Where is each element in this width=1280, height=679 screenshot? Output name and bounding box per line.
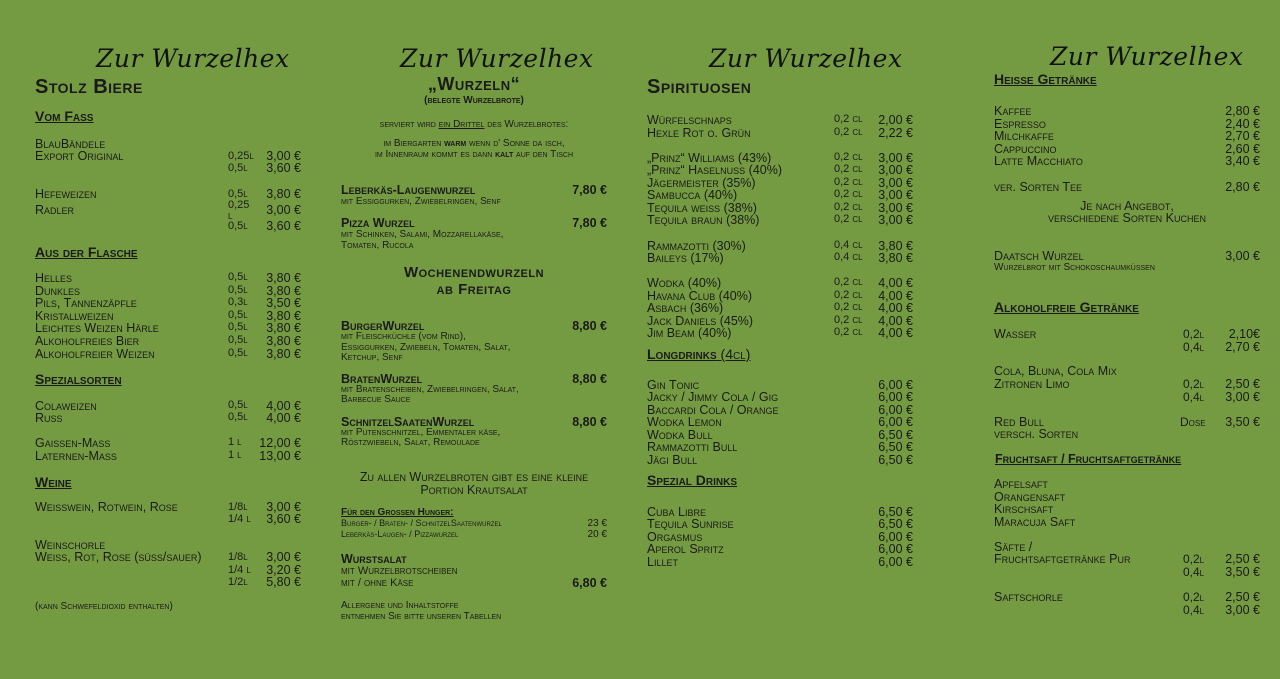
menu-item-name: Pizza Wurzel bbox=[341, 216, 415, 230]
menu-item-name: Kaffee bbox=[994, 104, 1032, 118]
brand-logo: Zur Wurzelhex bbox=[96, 44, 290, 73]
menu-item-price: 4,00 € bbox=[878, 326, 913, 340]
menu-item-size: 1/8l bbox=[228, 551, 248, 563]
menu-item-price: 4,00 € bbox=[266, 411, 301, 425]
menu-item-size: 0,2 cl bbox=[834, 201, 863, 213]
menu-item-size: 1/8l bbox=[228, 501, 248, 513]
menu-item-name: BratenWurzel bbox=[341, 372, 423, 386]
menu-item-price: 2,50 € bbox=[1225, 377, 1260, 391]
menu-item-name: Würfelschnaps bbox=[647, 113, 732, 127]
menu-item-size: 0,3l bbox=[228, 296, 248, 309]
heading-longdrinks: Longdrinks (4cl) bbox=[647, 346, 751, 362]
menu-item-price: 6,50 € bbox=[878, 453, 913, 467]
menu-item-name: Espresso bbox=[994, 117, 1046, 131]
menu-item-price: 23 € bbox=[587, 518, 607, 529]
heading-alkoholfreie-getraenke: Alkoholfreie Getränke bbox=[994, 299, 1139, 315]
serving-warm-note: im Biergarten warm wenn d' Sonne da isch, bbox=[383, 138, 565, 149]
menu-item-name: Laternen-Mass bbox=[35, 449, 117, 463]
menu-item-desc: mit Wurzelbrotscheiben bbox=[341, 565, 458, 577]
menu-item-price: 2,70 € bbox=[1225, 340, 1260, 354]
menu-item-name: Cuba Libre bbox=[647, 505, 706, 519]
menu-item-desc: Röstzwiebeln, Salat, Remoulade bbox=[341, 437, 480, 448]
menu-item-name: Weinschorle bbox=[35, 538, 106, 552]
menu-item-name: Kirschsaft bbox=[994, 502, 1054, 516]
menu-item-name: Cappuccino bbox=[994, 142, 1057, 156]
section-title-wurzeln: „Wurzeln“ bbox=[427, 74, 521, 94]
menu-item-size: 0,2l bbox=[1183, 327, 1205, 341]
menu-item-name: Wodka Lemon bbox=[647, 415, 722, 429]
heading-weine: Weine bbox=[35, 474, 72, 490]
menu-item-size: 0,2l bbox=[1183, 590, 1205, 604]
menu-item-price: 3,00 € bbox=[266, 500, 301, 514]
menu-item-name: BurgerWurzel bbox=[341, 319, 425, 333]
menu-item-name: Havana Club (40%) bbox=[647, 289, 753, 303]
brand-logo: Zur Wurzelhex bbox=[1050, 42, 1244, 71]
menu-item-desc: mit / ohne Käse bbox=[341, 577, 414, 589]
menu-item-desc: Essiggurken, Zwiebeln, Tomaten, Salat, bbox=[341, 342, 511, 353]
menu-item-size: 0,5l bbox=[228, 399, 248, 411]
menu-item-size: 0,5l bbox=[228, 271, 248, 283]
menu-item-name: Saftschorle bbox=[994, 590, 1063, 604]
menu-item-size: 1/4 l bbox=[228, 513, 251, 525]
menu-item-size: 0,4 cl bbox=[834, 239, 863, 251]
menu-item-price: 3,00 € bbox=[1225, 249, 1260, 263]
serving-cold-note: im Innenraum kommt es dann kalt auf den Tisch bbox=[374, 149, 574, 160]
menu-item-size: l bbox=[228, 210, 233, 222]
menu-item-price: 3,00 € bbox=[878, 201, 913, 215]
menu-item-price: 13,00 € bbox=[259, 449, 301, 463]
menu-item-price: 6,50 € bbox=[878, 440, 913, 454]
menu-item-price: 3,80 € bbox=[878, 251, 913, 265]
menu-item-name: Daatsch Wurzel bbox=[994, 249, 1084, 263]
menu-item-name: Tequila braun (38%) bbox=[647, 213, 760, 227]
menu-item-size: 0,5l bbox=[228, 308, 248, 321]
menu-item-price: 3,50 € bbox=[1225, 565, 1260, 579]
section-title-spirituosen: Spirituosen bbox=[647, 76, 752, 98]
menu-item-size: 1/2l bbox=[228, 576, 248, 588]
sulfite-note: (kann Schwefeldioxid enthalten) bbox=[35, 601, 173, 612]
menu-item-price: 3,80 € bbox=[266, 346, 301, 361]
menu-item-name: Orgasmus bbox=[647, 530, 703, 544]
menu-item-price: 4,00 € bbox=[878, 289, 913, 303]
menu-item-name: Weisswein, Rotwein, Rose bbox=[35, 500, 178, 514]
menu-item-name: Aperol Spritz bbox=[647, 542, 724, 556]
menu-item-name: Milchkaffe bbox=[994, 129, 1054, 143]
heading-spezialsorten: Spezialsorten bbox=[35, 371, 122, 387]
serving-note: serviert wird ein Drittel des Wurzelbrotes: bbox=[379, 119, 569, 130]
menu-item-price: 3,80 € bbox=[266, 321, 301, 336]
menu-item-price: 3,60 € bbox=[266, 219, 301, 233]
menu-item-size: 0,2 cl bbox=[834, 326, 863, 338]
menu-item-name: Burger- / Braten- / SchnitzelSaatenwurzel bbox=[341, 518, 502, 528]
menu-item-name: „Prinz“ Williams (43%) bbox=[647, 151, 772, 165]
menu-item-size: 0,4 cl bbox=[834, 251, 863, 263]
menu-item-price: 6,00 € bbox=[878, 403, 913, 417]
menu-item-size: 0,5l bbox=[228, 162, 248, 174]
menu-item-name: Russ bbox=[35, 411, 63, 425]
menu-item-price: 3,80 € bbox=[266, 271, 301, 285]
menu-item-price: 2,70 € bbox=[1225, 129, 1260, 143]
menu-item-price: 20 € bbox=[587, 529, 607, 540]
menu-item-name: Orangensaft bbox=[994, 490, 1066, 504]
menu-item-name: SchnitzelSaatenWurzel bbox=[341, 415, 475, 429]
menu-item-price: 2,60 € bbox=[1225, 142, 1260, 156]
menu-item-size: 0,5l bbox=[228, 321, 248, 334]
menu-item-size: 0,2 cl bbox=[834, 213, 863, 225]
menu-item-size: 0,4l bbox=[1183, 390, 1205, 404]
menu-item-size: 0,2 cl bbox=[834, 314, 863, 326]
menu-item-name: Colaweizen bbox=[35, 399, 97, 413]
menu-item-size: 0,2l bbox=[1183, 377, 1205, 391]
menu-item-size: 0,5l bbox=[228, 188, 248, 200]
menu-item-price: 3,50 € bbox=[266, 296, 301, 311]
section-subtitle: (belegte Wurzelbrote) bbox=[424, 95, 524, 106]
heading-vom-fass: Vom Fass bbox=[35, 108, 94, 124]
heading-spezial-drinks: Spezial Drinks bbox=[647, 472, 738, 488]
menu-item-size: 0,4l bbox=[1183, 340, 1205, 354]
menu-item-desc: Wurzelbrot mit Schokoschaumküssen bbox=[994, 262, 1155, 273]
heading-heisse-getraenke: Heisse Getränke bbox=[994, 71, 1097, 87]
menu-item-name: Tequila weiss (38%) bbox=[647, 201, 757, 215]
menu-item-price: 4,00 € bbox=[878, 314, 913, 328]
menu-item-name: Säfte / bbox=[994, 540, 1033, 554]
menu-item-name: Leichtes Weizen Härle bbox=[35, 321, 159, 336]
menu-item-name: Export Original bbox=[35, 149, 124, 163]
menu-item-price: 7,80 € bbox=[572, 216, 607, 230]
menu-item-name: Cola, Bluna, Cola Mix bbox=[994, 364, 1117, 378]
menu-item-price: 2,50 € bbox=[1225, 590, 1260, 604]
menu-item-name: Red Bull bbox=[994, 415, 1044, 429]
menu-item-price: 3,00 € bbox=[1225, 603, 1260, 617]
menu-item-price: 6,00 € bbox=[878, 542, 913, 556]
menu-item-desc: mit Schinken, Salami, Mozzarellakäse, bbox=[341, 229, 504, 240]
menu-item-size: 0,2 cl bbox=[834, 289, 863, 301]
menu-item-price: 7,80 € bbox=[572, 183, 607, 197]
menu-item-price: 6,00 € bbox=[878, 415, 913, 429]
allergen-note: entnehmen Sie bitte unseren Tabellen bbox=[341, 611, 502, 622]
menu-item-name: Maracuja Saft bbox=[994, 515, 1076, 529]
menu-item-name: ver. Sorten Tee bbox=[994, 180, 1083, 194]
menu-item-name: Tequila Sunrise bbox=[647, 517, 734, 531]
menu-item-name: „Prinz“ Haselnuss (40%) bbox=[647, 163, 782, 177]
menu-item-name: Leberkäs-Laugenwurzel bbox=[341, 183, 476, 197]
menu-item-price: 2,10€ bbox=[1228, 327, 1260, 341]
menu-item-name: Baileys (17%) bbox=[647, 251, 724, 265]
menu-item-price: 3,40 € bbox=[1225, 154, 1260, 168]
menu-item-name: Weiss, Rot, Rose (süss/sauer) bbox=[35, 550, 202, 564]
menu-item-desc: Tomaten, Rucola bbox=[341, 240, 414, 251]
menu-item-price: 5,80 € bbox=[266, 575, 301, 589]
menu-item-price: 3,00 € bbox=[878, 163, 913, 177]
menu-item-name: Sambucca (40%) bbox=[647, 188, 738, 202]
menu-item-price: 2,80 € bbox=[1225, 104, 1260, 118]
menu-item-name: Lillet bbox=[647, 555, 678, 569]
menu-item-price: 6,00 € bbox=[878, 530, 913, 544]
menu-item-name: Hexle Rot o. Grün bbox=[647, 126, 751, 140]
menu-item-size: Dose bbox=[1180, 415, 1206, 429]
menu-item-price: 6,80 € bbox=[572, 576, 607, 590]
menu-item-price: 2,40 € bbox=[1225, 117, 1260, 131]
menu-item-name: Zitronen Limo bbox=[994, 377, 1070, 391]
menu-item-name: Jack Daniels (45%) bbox=[647, 314, 754, 328]
menu-item-price: 3,80 € bbox=[878, 239, 913, 253]
menu-item-price: 3,60 € bbox=[266, 512, 301, 526]
kuchen-note: Je nach Angebot, bbox=[1080, 199, 1174, 213]
menu-item-size: 1 l bbox=[228, 449, 242, 461]
menu-item-size: 0,2 cl bbox=[834, 126, 863, 138]
heading-wochenendwurzeln: Wochenendwurzeln bbox=[403, 264, 545, 281]
menu-item-price: 12,00 € bbox=[259, 436, 301, 450]
menu-item-price: 2,00 € bbox=[878, 113, 913, 127]
menu-item-size: 0,2 cl bbox=[834, 301, 863, 313]
menu-item-name: Hefeweizen bbox=[35, 187, 97, 201]
krautsalat-note: Portion Krautsalat bbox=[420, 483, 528, 497]
menu-item-price: 3,80 € bbox=[266, 308, 301, 323]
menu-item-name: Jägi Bull bbox=[647, 453, 698, 467]
menu-item-price: 3,80 € bbox=[266, 334, 301, 348]
menu-item-price: 4,00 € bbox=[878, 301, 913, 315]
menu-item-size: 0,4l bbox=[1183, 565, 1205, 579]
menu-item-name: Alkoholfreier Weizen bbox=[35, 346, 155, 361]
menu-item-price: 3,00 € bbox=[878, 213, 913, 227]
menu-item-name: Rammazotti (30%) bbox=[647, 239, 746, 253]
menu-item-name: Radler bbox=[35, 203, 75, 217]
menu-item-name: Leberkäs-Laugen- / Pizzawurzel bbox=[341, 529, 459, 539]
menu-item-name: Wodka Bull bbox=[647, 428, 713, 442]
menu-item-name: Asbach (36%) bbox=[647, 301, 724, 315]
menu-item-price: 8,80 € bbox=[572, 319, 607, 333]
menu-item-price: 6,50 € bbox=[878, 505, 913, 519]
menu-item-price: 3,00 € bbox=[878, 151, 913, 165]
menu-item-name: Pils, Tannenzäpfle bbox=[35, 296, 137, 311]
menu-item-desc: mit Bratenscheiben, Zwiebelringen, Salat, bbox=[341, 384, 519, 395]
menu-item-price: 3,00 € bbox=[1225, 390, 1260, 404]
menu-item-price: 2,80 € bbox=[1225, 180, 1260, 194]
menu-item-price: 3,50 € bbox=[1225, 415, 1260, 429]
menu-item-size: 0,5l bbox=[228, 411, 248, 423]
menu-item-name: Fruchtsaftgetränke Pur bbox=[994, 552, 1131, 566]
menu-item-size: 0,5l bbox=[228, 346, 248, 359]
allergen-note: Allergene und Inhaltstoffe bbox=[341, 600, 459, 611]
menu-item-price: 3,00 € bbox=[878, 176, 913, 190]
menu-item-price: 3,60 € bbox=[266, 161, 301, 175]
menu-item-price: 3,00 € bbox=[266, 203, 301, 217]
menu-item-name: Gin Tonic bbox=[647, 378, 700, 392]
menu-item-size: 0,25 bbox=[228, 199, 250, 211]
menu-item-size: 0,5l bbox=[228, 334, 248, 346]
menu-item-name: Wurstsalat bbox=[341, 552, 407, 566]
menu-item-price: 8,80 € bbox=[572, 415, 607, 429]
menu-item-price: 4,00 € bbox=[878, 276, 913, 290]
menu-item-name: Gaissen-Mass bbox=[35, 436, 111, 450]
menu-item-desc: versch. Sorten bbox=[994, 427, 1079, 441]
menu-item-price: 2,50 € bbox=[1225, 552, 1260, 566]
section-title-stolz-biere: Stolz Biere bbox=[35, 76, 143, 98]
brand-logo: Zur Wurzelhex bbox=[709, 44, 903, 73]
menu-item-size: 0,2 cl bbox=[834, 163, 863, 175]
menu-item-desc: mit Fleischküchle (vom Rind), bbox=[341, 331, 466, 342]
menu-item-name: Jacky / Jimmy Cola / Gig bbox=[647, 390, 779, 404]
menu-item-size: 1/4 l bbox=[228, 564, 251, 576]
menu-item-size: 0,2 cl bbox=[834, 151, 863, 163]
menu-item-price: 3,80 € bbox=[266, 283, 301, 298]
menu-item-desc: Barbecue Sauce bbox=[341, 394, 411, 405]
heading-ab-freitag: ab Freitag bbox=[436, 281, 512, 298]
menu-item-price: 3,00 € bbox=[878, 188, 913, 202]
menu-item-size: 0,5l bbox=[228, 283, 248, 296]
menu-item-size: 0,4l bbox=[1183, 603, 1205, 617]
menu-item-name: Baccardi Cola / Orange bbox=[647, 403, 779, 417]
menu-item-price: 2,22 € bbox=[878, 126, 913, 140]
menu-item-size: 0,2 cl bbox=[834, 113, 863, 125]
menu-item-name: Apfelsaft bbox=[994, 477, 1048, 491]
menu-item-name: Rammazotti Bull bbox=[647, 440, 738, 454]
menu-item-price: 4,00 € bbox=[266, 399, 301, 413]
menu-item-price: 8,80 € bbox=[572, 372, 607, 386]
menu-item-name: Dunkles bbox=[35, 283, 81, 298]
menu-item-price: 6,00 € bbox=[878, 555, 913, 569]
kuchen-note: verschiedene Sorten Kuchen bbox=[1048, 211, 1206, 225]
menu-item-name: Wodka (40%) bbox=[647, 276, 722, 290]
menu-item-price: 6,00 € bbox=[878, 378, 913, 392]
menu-item-price: 3,00 € bbox=[266, 149, 301, 163]
krautsalat-note: Zu allen Wurzelbroten gibt es eine kleine bbox=[359, 470, 589, 484]
menu-item-price: 3,20 € bbox=[266, 563, 301, 577]
menu-item-size: 0,2l bbox=[1183, 552, 1205, 566]
menu-item-name: Jägermeister (35%) bbox=[647, 176, 756, 190]
menu-item-price: 6,50 € bbox=[878, 517, 913, 531]
menu-item-price: 6,00 € bbox=[878, 390, 913, 404]
menu-item-name: Latte Macchiato bbox=[994, 154, 1083, 168]
menu-item-price: 6,50 € bbox=[878, 428, 913, 442]
menu-item-size: 0,5l bbox=[228, 220, 248, 232]
menu-item-size: 0,25l bbox=[228, 150, 254, 162]
heading-fruchtsaft: Fruchtsaft / Fruchtsaftgetränke bbox=[995, 452, 1182, 466]
menu-item-desc: Ketchup, Senf bbox=[341, 352, 403, 363]
heading-grosser-hunger: Für den Grossen Hunger: bbox=[341, 507, 454, 518]
menu-item-size: 0,2 cl bbox=[834, 188, 863, 200]
menu-item-size: 0,2 cl bbox=[834, 276, 863, 288]
menu-item-name: Jim Beam (40%) bbox=[647, 326, 732, 340]
menu-item-name: BlauBändele bbox=[35, 137, 106, 151]
menu-item-name: Helles bbox=[35, 271, 73, 285]
menu-item-price: 3,00 € bbox=[266, 550, 301, 564]
heading-aus-der-flasche: Aus der Flasche bbox=[35, 244, 138, 260]
menu-item-size: 0,2 cl bbox=[834, 176, 863, 188]
menu-item-price: 3,80 € bbox=[266, 187, 301, 201]
menu-item-size: 1 l bbox=[228, 436, 242, 448]
menu-item-name: Alkoholfreies Bier bbox=[35, 334, 140, 348]
menu-item-name: Kristallweizen bbox=[35, 308, 114, 323]
menu-item-desc: mit Putenschnitzel, Emmentaler käse, bbox=[341, 427, 501, 438]
menu-item-name: Wasser bbox=[994, 327, 1037, 341]
brand-logo: Zur Wurzelhex bbox=[400, 44, 594, 73]
menu-item-desc: mit Essiggurken, Zwiebelringen, Senf bbox=[341, 196, 501, 207]
